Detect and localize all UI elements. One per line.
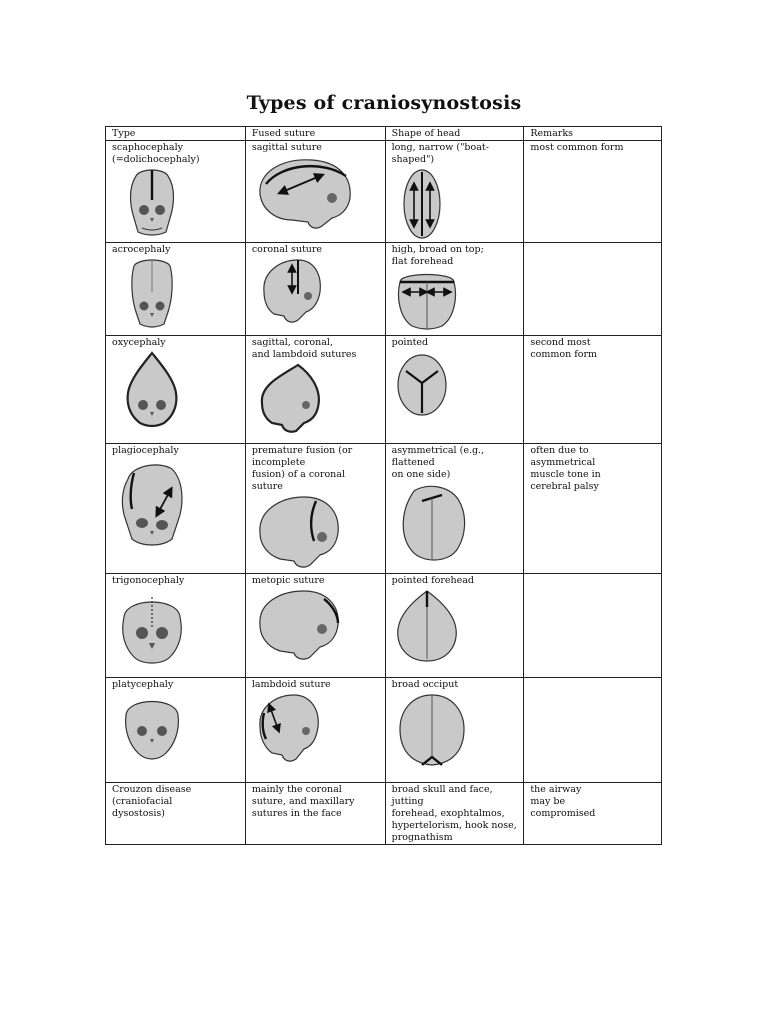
skull-top-round-icon: [392, 349, 452, 419]
shape-label: broad occiput: [391, 679, 459, 690]
cell-remarks: [524, 336, 662, 444]
table-row: [106, 336, 662, 444]
skull-top-long-arrows-icon: [392, 166, 452, 242]
skull-top-broad-occiput-icon: [392, 691, 472, 771]
skull-side-lambdoid-icon: [252, 691, 332, 771]
table-header-row: [106, 127, 662, 141]
craniosynostosis-table: [105, 126, 662, 845]
skull-front-sagittal-icon: [112, 166, 192, 240]
cell-remarks: [524, 783, 662, 845]
header-shape-of-head: Shape of head: [385, 127, 524, 141]
header-type: Type: [106, 127, 246, 141]
fused-suture-label: sagittal, coronal, and lambdoid sutures: [251, 337, 357, 360]
cell-remarks: [524, 141, 662, 243]
fused-suture-label: mainly the coronal suture, and maxillary sutures in the face: [251, 784, 355, 819]
shape-label: long, narrow ("boat- shaped"): [391, 142, 489, 165]
table-row: [106, 243, 662, 336]
cell-type: [106, 336, 246, 444]
table-row: [106, 141, 662, 243]
skull-side-coronal-icon: [252, 493, 352, 573]
cell-type: [106, 783, 246, 845]
skull-side-arrow-icon: [252, 154, 362, 234]
shape-label: broad skull and face, jutting forehead, exophtalmos, hypertelorism, hook nose, prognathism: [391, 784, 517, 843]
cell-fused-suture: [245, 678, 385, 783]
cell-fused-suture: [245, 444, 385, 574]
cell-fused-suture: [245, 783, 385, 845]
shape-label: pointed: [391, 337, 429, 348]
remarks-label: second most common form: [530, 337, 598, 360]
skull-front-small-icon: [112, 691, 192, 767]
cell-fused-suture: [245, 336, 385, 444]
fused-suture-label: lambdoid suture: [251, 679, 331, 690]
skull-top-asymmetric-icon: [392, 481, 472, 567]
cell-shape: [385, 678, 524, 783]
fused-suture-label: coronal suture: [251, 244, 323, 255]
type-label: acrocephaly: [112, 244, 171, 255]
cell-type: [106, 141, 246, 243]
cell-shape: [385, 574, 524, 678]
cell-type: [106, 444, 246, 574]
type-label: scaphocephaly (=dolichocephaly): [112, 142, 200, 165]
skull-top-broad-arrows-icon: [392, 268, 462, 332]
cell-shape: [385, 783, 524, 845]
skull-front-pointed-icon: [112, 349, 192, 431]
cell-remarks: [524, 243, 662, 336]
table-row: [106, 783, 662, 845]
skull-side-metopic-icon: [252, 587, 352, 667]
skull-side-pointed-icon: [252, 361, 332, 435]
cell-shape: [385, 243, 524, 336]
cell-type: [106, 678, 246, 783]
skull-front-asymmetric-icon: [112, 457, 192, 553]
header-fused-suture: Fused suture: [245, 127, 385, 141]
cell-remarks: [524, 444, 662, 574]
skull-front-tall-icon: [112, 256, 192, 332]
shape-label: high, broad on top; flat forehead: [391, 244, 484, 267]
type-label: oxycephaly: [112, 337, 166, 348]
header-remarks: Remarks: [524, 127, 662, 141]
skull-side-vertical-arrow-icon: [252, 256, 332, 326]
cell-fused-suture: [245, 243, 385, 336]
skull-front-metopic-icon: [112, 587, 192, 669]
remarks-label: often due to asymmetrical muscle tone in cerebral palsy: [530, 445, 601, 492]
shape-label: asymmetrical (e.g., flattened on one side): [391, 445, 485, 480]
cell-remarks: [524, 574, 662, 678]
type-label: plagiocephaly: [112, 445, 179, 456]
page-title: Types of craniosynostosis: [246, 92, 522, 114]
cell-type: [106, 243, 246, 336]
type-label: Crouzon disease (craniofacial dysostosis): [112, 784, 192, 819]
cell-remarks: [524, 678, 662, 783]
cell-shape: [385, 336, 524, 444]
remarks-label: most common form: [530, 142, 624, 153]
table-row: [106, 574, 662, 678]
cell-fused-suture: [245, 574, 385, 678]
type-label: platycephaly: [112, 679, 174, 690]
skull-top-triangular-icon: [392, 587, 462, 665]
fused-suture-label: premature fusion (or incomplete fusion) of a coronal suture: [251, 445, 353, 492]
type-label: trigonocephaly: [112, 575, 185, 586]
cell-shape: [385, 444, 524, 574]
fused-suture-label: metopic suture: [251, 575, 325, 586]
table-row: [106, 678, 662, 783]
cell-shape: [385, 141, 524, 243]
table-row: [106, 444, 662, 574]
cell-type: [106, 574, 246, 678]
fused-suture-label: sagittal suture: [251, 142, 322, 153]
shape-label: pointed forehead: [391, 575, 475, 586]
remarks-label: the airway may be compromised: [530, 784, 596, 819]
cell-fused-suture: [245, 141, 385, 243]
